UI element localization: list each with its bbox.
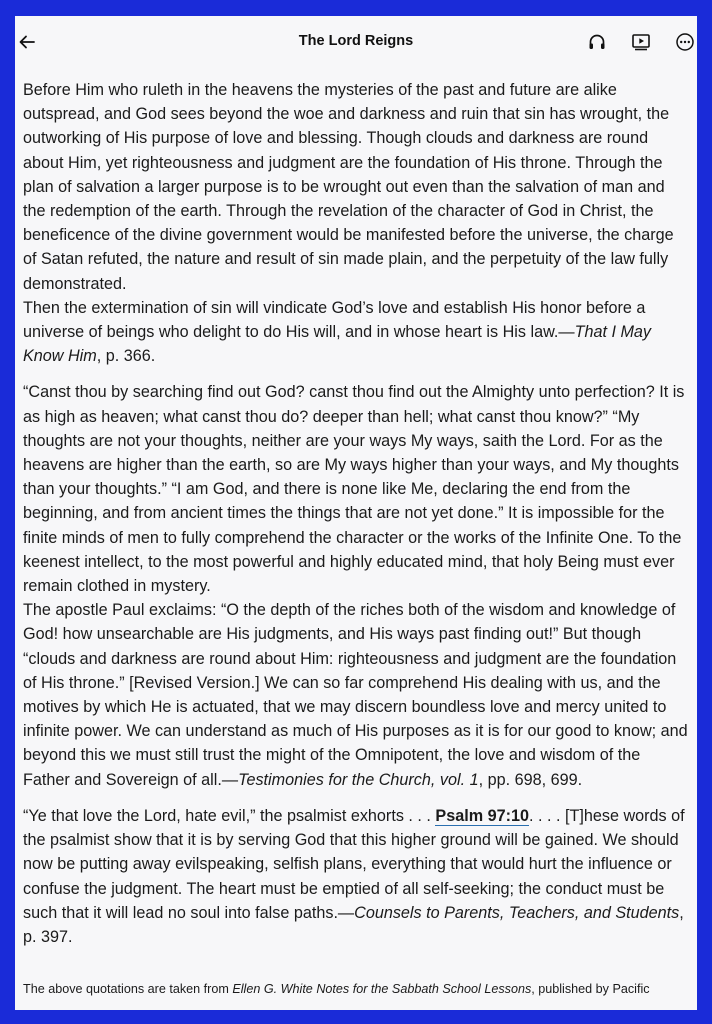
more-options-button[interactable] xyxy=(673,30,697,54)
source-citation: Testimonies for the Church, vol. 1 xyxy=(238,770,479,789)
play-video-icon xyxy=(631,32,651,52)
listen-button[interactable] xyxy=(585,30,609,54)
page-title: The Lord Reigns xyxy=(298,33,414,49)
app-bar xyxy=(15,16,697,68)
more-options-icon xyxy=(675,32,695,52)
paragraph-3: “Canst thou by searching find out God? canst thou find out the Almighty unto perfection? It is as high as heaven; what canst thou do? deeper than hell; what canst thou know?” “My thoughts are not your thoughts, neither are your ways My ways, saith the Lord. For as the heavens are higher than the earth, so are My ways higher than your ways, and My thoughts than your thoughts.” “I am God, and there is none like Me, declaring the end from the beginning, and from ancient times the things that are not yet done.” It is impossible for the finite minds of men to fully comprehend the character or the works of the Infinite One. To the keenest intellect, to the most powerful and highly educated mind, that holy Being must ever remain clothed in mystery. xyxy=(23,383,685,596)
paragraph-1: Before Him who ruleth in the heavens the mysteries of the past and future are alike outspread, and God sees beyond the woe and darkness and ruin that sin has wrought, the outworking of His purpose of love and blessing. Though clouds and darkness are round about Him, yet righteousness and judgment are the foundation of His throne. Through the plan of salvation a larger purpose is to be wrought out even than the salvation of man and the redemption of the earth. Through the revelation of the character of God in Christ, the beneficence of the divine government would be manifested before the universe, the charge of Satan refuted, the nature and result of sin made plain, and the perpetuity of the law fully demonstrated. xyxy=(23,81,674,293)
headphones-icon xyxy=(587,32,607,52)
back-arrow-icon xyxy=(18,33,36,51)
scripture-link[interactable]: Psalm 97:10 xyxy=(435,806,529,825)
paragraph-2: Then the extermination of sin will vindicate God’s love and establish His honor before a universe of beings who delight to do His will, and in whose heart is His law.—That I May Know Him, p. 366. xyxy=(23,298,652,366)
source-citation: Counsels to Parents, Teachers, and Students xyxy=(354,903,680,922)
paragraph-4: The apostle Paul exclaims: “O the depth of the riches both of the wisdom and knowledge of God! how unsearchable are His judgments, and His ways past finding out!” But though “clouds and darkness are round about Him: righteousness and judgment are the foundation of His throne.” [Revised Version.] We can so far comprehend His dealing with us, and the motives by which He is actuated, that we may discern boundless love and mercy united to infinite power. We can understand as much of His purposes as it is for our good to know; and beyond this we must still trust the might of the Omnipotent, the love and wisdom of the Father and Sovereign of all.—Testimonies for the Church, vol. 1, pp. 698, 699. xyxy=(23,601,688,789)
article-content xyxy=(23,78,691,949)
paragraph-5: “Ye that love the Lord, hate evil,” the psalmist exhorts . . . Psalm 97:10. . . . [T]hese words of the psalmist show that it is by serving God that this higher ground will be gained. We should now be putting away evilspeaking, selfish plans, everything that would hurt the influence or confuse the judgment. The heart must be emptied of all self-seeking; the conduct must be such that it will lead no soul into false paths.—Counsels to Parents, Teachers, and Students, p. 397. xyxy=(23,806,685,946)
video-button[interactable] xyxy=(629,30,653,54)
back-button[interactable] xyxy=(15,30,39,54)
footer-note: The above quotations are taken from Ellen G. White Notes for the Sabbath School Lessons, published by Pacific xyxy=(23,982,650,996)
footer-source: Ellen G. White Notes for the Sabbath School Lessons xyxy=(232,982,532,996)
source-citation: That I May Know Him xyxy=(23,323,652,366)
reader-window xyxy=(15,16,697,1010)
